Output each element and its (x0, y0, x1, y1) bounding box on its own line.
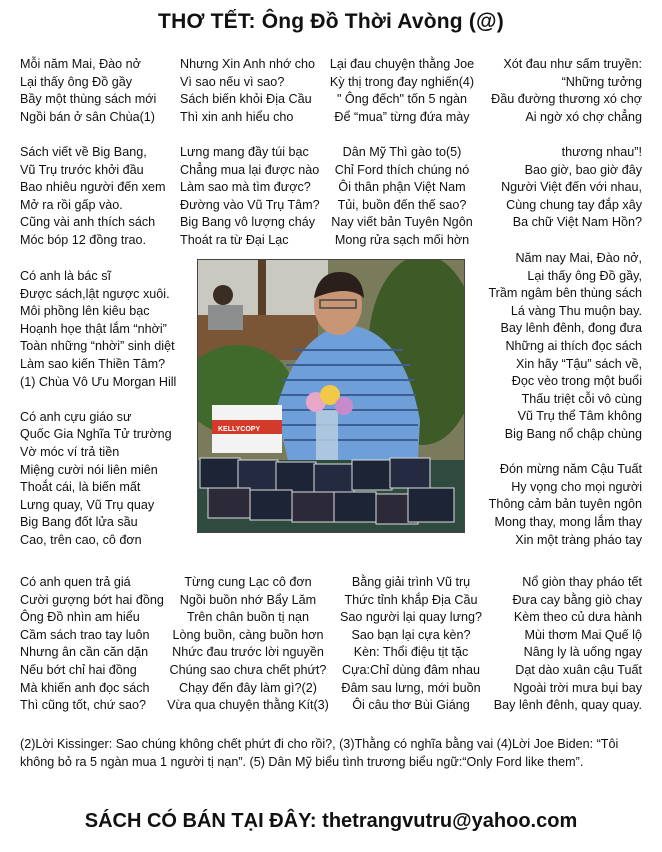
poem-line: Nay viết bản Tuyên Ngôn (331, 215, 473, 230)
poem-line: Lưng quay, Vũ Trụ quay (20, 497, 155, 512)
poem-line: Đưa cay bằng giò chay (512, 592, 642, 607)
poem-line: “Những tưởng (561, 74, 642, 89)
poem-line: Ngồi bán ở sân Chùa(1) (20, 109, 155, 124)
poem-line: Đón mừng năm Cậu Tuất (499, 462, 642, 477)
flower (335, 397, 353, 415)
stanza-left-column (20, 268, 176, 550)
poem-line: Cầm sách trao tay luôn (20, 627, 150, 642)
poem-line: Ai ngờ xó chợ chẳng (525, 109, 642, 124)
poem-line: Làm sao mà tìm được? (180, 180, 311, 195)
poem-line: Tủi, buồn đến thế sao? (337, 197, 467, 212)
poem-line: Vì sao nếu vì sao? (180, 74, 285, 89)
poem-line: Nhưng ân cần căn dặn (20, 645, 149, 660)
poem-line: Ba chữ Việt Nam Hồn? (512, 215, 642, 230)
poem-line: Thì cũng tốt, chứ sao? (20, 698, 147, 713)
poem-line: Cũng vài anh thích sách (20, 215, 156, 230)
poem-line: Xin một tràng pháo tay (515, 532, 642, 547)
poem-line: " Ông đếch" tốn 5 ngàn (336, 92, 468, 107)
poem-line: Lại thấy ông Đồ gầy (20, 74, 133, 89)
stanza-column-2-lower (160, 574, 336, 715)
poem-line: Chạy đến đây làm gì?(2) (179, 680, 317, 695)
poem-line: Bầy một thùng sách mới (20, 92, 157, 107)
poem-line: Lòng buồn, càng buồn hơn (172, 627, 324, 642)
poem-line: Có anh là bác sĩ (20, 269, 112, 283)
poem-line: Lưng mang đầy túi bạc (180, 144, 309, 159)
stanza-gap (478, 126, 642, 144)
poem-line: Sách viết về Big Bang, (20, 144, 147, 159)
poem-line: Trên chân buồn tị nạn (186, 610, 310, 625)
background-person-head (213, 285, 233, 305)
poem-line: Miệng cười nói liên miên (20, 462, 158, 477)
poem-line: Xót đau như sấm truyền: (503, 57, 642, 71)
poem-line: Hoạnh họe thật lắm “nhời” (20, 321, 167, 336)
poem-line: Cựa:Chỉ dùng đâm nhau (342, 662, 480, 677)
poem-line: Thoắt cái, là biến mất (20, 480, 141, 495)
poem-line: Vờ móc ví trả tiền (20, 444, 120, 459)
poem-line: Đâm sau lưng, mới buồn (341, 680, 481, 695)
poem-line: Nhưng Xin Anh nhớ cho (180, 57, 316, 71)
stanza-gap (20, 391, 176, 409)
poem-line: Bằng giải trình Vũ trụ (351, 575, 471, 589)
poem-line: Thông cảm bản tuyên ngôn (488, 497, 642, 512)
poem-line: Kỳ thị trong đay nghiến(4) (329, 74, 475, 89)
poem-line: Đường vào Vũ Trụ Tâm? (180, 197, 320, 212)
poem-line: Thức tỉnh khắp Địa Cầu (344, 592, 478, 607)
poem-line: Trầm ngâm bên thùng sách (488, 286, 642, 301)
poem-line: Ôi câu thơ Bùi Giáng (352, 698, 470, 713)
poem-line: Big Bang vô lượng cháy (180, 215, 316, 230)
poem-line: Ôi thân phận Việt Nam (338, 180, 466, 195)
poem-line: Chẳng mua lại được nào (180, 162, 320, 177)
poem-line: Có anh quen trả giá (20, 575, 131, 589)
poem-line: Cùng chung tay đắp xây (506, 197, 642, 212)
poem-line: Mở ra rồi gấp vào. (20, 197, 123, 212)
poem-line: Hy vọng cho mọi người (511, 479, 642, 494)
stanza-column-3-lower (336, 574, 486, 715)
poem-line: (1) Chùa Vô Ưu Morgan Hill (20, 374, 177, 389)
poem-line: Cười gượng bớt hai đồng (20, 592, 164, 607)
poem-line: Người Việt đến với nhau, (501, 180, 642, 195)
poem-line: Bay lênh đênh, quay quay. (493, 698, 642, 713)
stanza-gap (20, 126, 166, 144)
stanza-gap (468, 444, 642, 462)
poem-line: Bao nhiêu người đến xem (20, 180, 166, 195)
poem-line: Mùi thơm Mai Quế lộ (524, 627, 642, 642)
poem-line: Lại đau chuyện thằng Joe (329, 57, 475, 71)
poem-line: Ngoài trời mưa bụi bay (513, 680, 642, 695)
poem-line: Mỗi năm Mai, Đào nở (20, 57, 141, 71)
poem-line: Bao giờ, bao giờ đây (524, 162, 642, 177)
poem-line: Thì xin anh hiểu cho (180, 109, 294, 124)
author-photo (197, 259, 465, 533)
poem-line: Vừa qua chuyện thằng Kít(3) (167, 698, 329, 713)
poem-line: Những ai thích đọc sách (505, 338, 642, 353)
stanza-column-4-lower (480, 574, 642, 715)
poem-line: Sao người lại quay lưng? (339, 610, 483, 625)
background-person (208, 305, 243, 330)
poem-line: Sách biến khỏi Địa Cầu (180, 92, 312, 107)
poem-line: Đầu đường thương xó chợ (491, 92, 642, 107)
poem-line: Bay lênh đênh, đong đưa (500, 321, 642, 336)
poem-line: Vũ Trụ trước khởi đầu (20, 162, 144, 177)
poem-line: Quốc Gia Nghĩa Tử trường (20, 427, 172, 442)
poem-line: Big Bang nổ chập chùng (504, 426, 642, 441)
poem-line: Cao, trên cao, cô đơn (20, 532, 142, 547)
poem-line: Để “mua” từng đứa mày (334, 109, 470, 124)
poem-line: Thấu triệt cỗi vô cùng (521, 391, 642, 406)
poem-line: Dân Mỹ Thì gào to(5) (342, 144, 462, 159)
poem-line: Nâng ly là uống ngay (523, 645, 642, 660)
stanza-column-1 (20, 56, 166, 250)
poem-line: Dạt dào xuân cậu Tuất (515, 662, 642, 677)
stanza-gap (180, 126, 320, 144)
poem-line: thương nhau”! (561, 144, 642, 159)
poem-line: Mong thay, mong lắm thay (494, 514, 642, 529)
stanza-gap (326, 126, 478, 144)
poem-line: Kèn: Thổi điệu tịt tặc (353, 645, 469, 660)
stanza-column-1-lower (20, 574, 164, 715)
poem-line: Sao bạn lại cựa kèn? (351, 627, 471, 642)
poem-line: Big Bang đốt lửa sầu (20, 515, 138, 530)
poem-line: Lá vàng Thu muộn bay. (510, 303, 642, 318)
poem-line: Chúng sao chưa chết phứt? (169, 662, 327, 677)
poem-line: Năm nay Mai, Đào nở, (515, 251, 642, 265)
poem-line: Nổ giòn thay pháo tết (522, 575, 642, 589)
poem-line: Ông Đồ nhìn am hiểu (20, 610, 140, 625)
stanza-gap (478, 232, 642, 250)
poem-line: Toàn những “nhời” sinh diệt (20, 339, 175, 354)
box-label: KELLYCOPY (218, 426, 261, 433)
poem-line: Thoát ra từ Đại Lạc (180, 232, 289, 247)
poem-line: Làm sao kiến Thiền Tâm? (20, 356, 166, 371)
poem-line: Có anh cựu giáo sư (20, 409, 132, 424)
poem-line: Môi phồng lên kiêu bạc (20, 304, 150, 319)
sale-contact-line: SÁCH CÓ BÁN TẠI ĐÂY: thetrangvutru@yahoo.com (84, 810, 578, 832)
stanza-right-column (468, 250, 642, 549)
poem-line: Chỉ Ford thích chúng nó (334, 162, 470, 177)
stanza-column-2 (180, 56, 320, 250)
book-stack (200, 458, 454, 524)
poem-line: Ngồi buồn nhớ Bẩy Lăm (179, 592, 317, 607)
poem-line: Lại thấy ông Đồ gầy, (527, 268, 642, 283)
poem-line: Từng cung Lạc cô đơn (184, 575, 312, 589)
photo-illustration (198, 260, 464, 532)
poem-line: Nhức đau trước lời nguyền (172, 645, 324, 660)
poem-title: THƠ TẾT: Ông Đồ Thời Avòng (@) (158, 10, 504, 33)
footnotes: (2)Lời Kissinger: Sao chúng không chết phứt đi cho rồi?, (3)Thằng có nghĩa bằng vai (4)Lời Joe Biden: “Tôi không bỏ ra 5 ngàn mua 1 người tị nạn”. (5) Dân Mỹ biểu tình trương biểu ngữ:“Only Ford like them”. (20, 737, 619, 769)
poem-line: Đọc vèo trong một buổi (511, 374, 642, 389)
poem-line: Mong rửa sạch mối hờn (334, 232, 470, 247)
poem-line: Được sách,lật ngược xuôi. (20, 286, 170, 301)
poem-line: Móc bóp 12 đồng trao. (20, 232, 147, 247)
poem-line: Xin hãy “Tậu” sách về, (516, 356, 642, 371)
poem-line: Vũ Trụ thể Tâm không (517, 409, 642, 424)
poem-line: Mà khiến anh đọc sách (20, 680, 150, 695)
poem-line: Nếu bớt chỉ hai đồng (20, 662, 137, 677)
stanza-column-3 (326, 56, 478, 250)
stanza-column-4 (478, 56, 642, 250)
poem-line: Kèm theo củ dưa hành (513, 610, 642, 625)
